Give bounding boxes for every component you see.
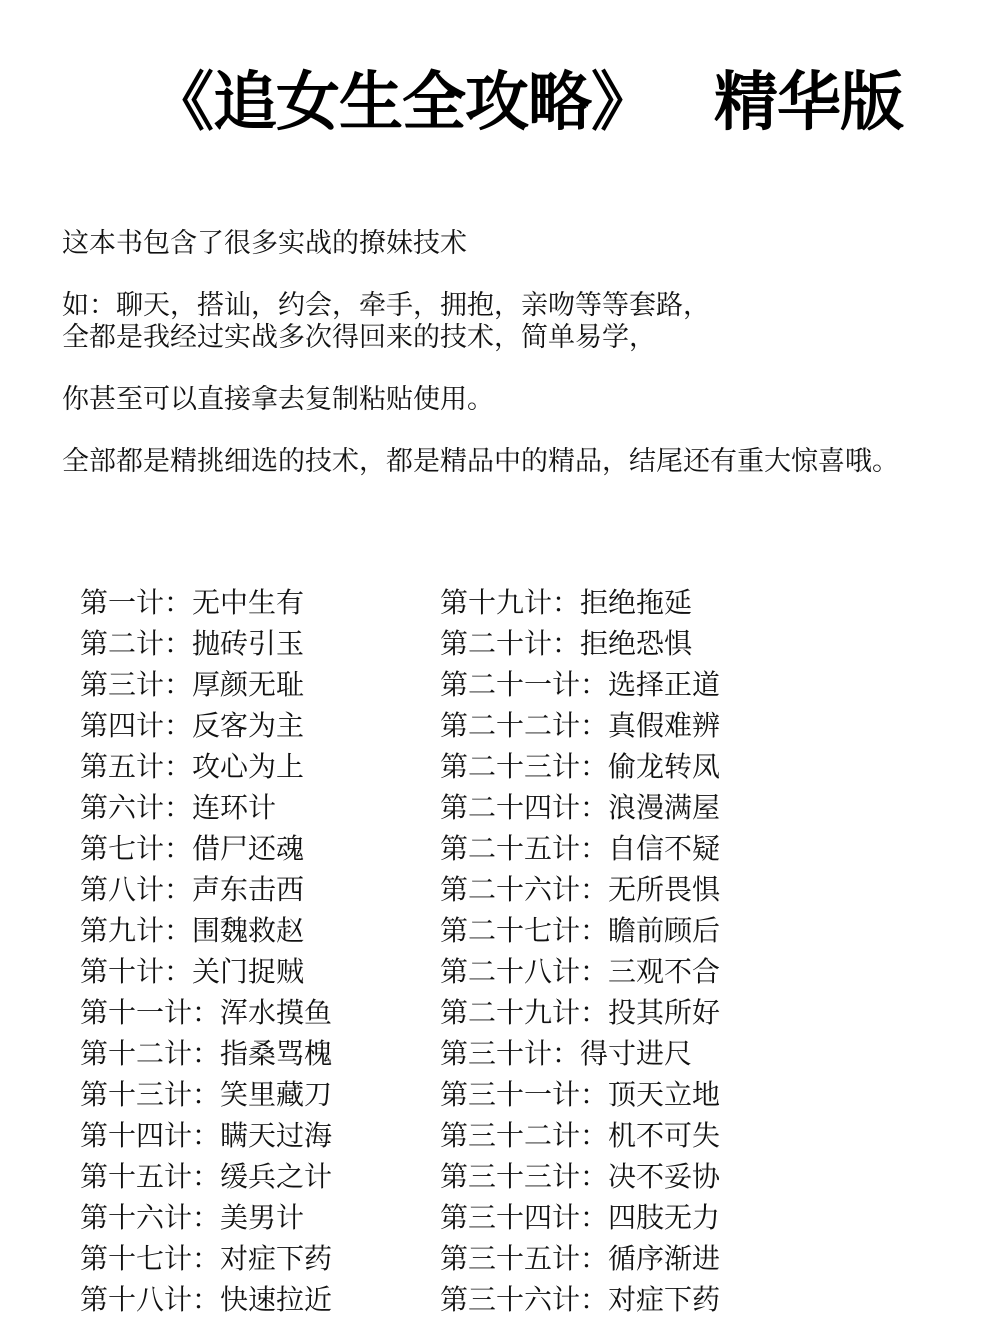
- chapter-list-left: [80, 582, 332, 1320]
- chapter-item: 第三计：厚颜无耻: [80, 668, 305, 701]
- chapter-item: 第二十一计：选择正道: [440, 668, 721, 701]
- chapter-item: 第十七计：对症下药: [80, 1242, 333, 1275]
- chapter-item: 第三十计：得寸进尺: [440, 1037, 693, 1070]
- chapter-item: 第二十九计：投其所好: [440, 996, 721, 1029]
- chapter-item: 第十三计：笑里藏刀: [80, 1078, 333, 1111]
- chapter-item: 第二十四计：浪漫满屋: [440, 791, 721, 824]
- intro-section: [62, 228, 1002, 478]
- intro-line: 全部都是精挑细选的技术，都是精品中的精品，结尾还有重大惊喜哦。: [62, 446, 899, 477]
- chapter-item: 第三十四计：四肢无力: [440, 1201, 721, 1234]
- chapter-item: 第十六计：美男计: [80, 1201, 305, 1234]
- chapter-item: 第三十六计：对症下药: [440, 1283, 721, 1316]
- intro-line: 你甚至可以直接拿去复制粘贴使用。: [62, 384, 494, 415]
- chapter-item: 第九计：围魏救赵: [80, 914, 305, 947]
- chapter-item: 第十九计：拒绝拖延: [440, 586, 693, 619]
- chapter-item: 第二十六计：无所畏惧: [440, 873, 721, 906]
- chapter-item: 第十二计：指桑骂槐: [80, 1037, 333, 1070]
- chapter-item: 第三十一计：顶天立地: [440, 1078, 721, 1111]
- chapter-item: 第一计：无中生有: [80, 586, 305, 619]
- chapter-item: 第八计：声东击西: [80, 873, 305, 906]
- chapter-item: 第二计：抛砖引玉: [80, 627, 305, 660]
- intro-line: 这本书包含了很多实战的撩妹技术: [62, 228, 467, 259]
- chapter-item: 第二十八计：三观不合: [440, 955, 721, 988]
- book-title: 《追女生全攻略》: [150, 66, 654, 140]
- chapter-item: 第十四计：瞒天过海: [80, 1119, 333, 1152]
- chapter-item: 第七计：借尸还魂: [80, 832, 305, 865]
- chapter-list-right: [440, 582, 720, 1320]
- chapter-item: 第三十三计：决不妥协: [440, 1160, 721, 1193]
- chapter-item: 第十八计：快速拉近: [80, 1283, 333, 1316]
- chapter-item: 第十五计：缓兵之计: [80, 1160, 333, 1193]
- intro-line: 全都是我经过实战多次得回来的技术，简单易学，: [62, 322, 656, 353]
- chapter-item: 第二十计：拒绝恐惧: [440, 627, 693, 660]
- intro-line: 如：聊天，搭讪，约会，牵手，拥抱，亲吻等等套路，: [62, 290, 710, 321]
- chapter-item: 第四计：反客为主: [80, 709, 305, 742]
- page-title: [150, 62, 903, 144]
- chapter-item: 第六计：连环计: [80, 791, 277, 824]
- chapter-item: 第二十七计：瞻前顾后: [440, 914, 721, 947]
- chapter-item: 第二十三计：偷龙转凤: [440, 750, 721, 783]
- chapter-item: 第三十五计：循序渐进: [440, 1242, 721, 1275]
- chapter-item: 第二十二计：真假难辨: [440, 709, 721, 742]
- chapter-item: 第十计：关门捉贼: [80, 955, 305, 988]
- edition-label: 精华版: [714, 66, 903, 140]
- chapter-item: 第三十二计：机不可失: [440, 1119, 721, 1152]
- chapter-item: 第十一计：浑水摸鱼: [80, 996, 333, 1029]
- chapter-item: 第五计：攻心为上: [80, 750, 305, 783]
- chapter-item: 第二十五计：自信不疑: [440, 832, 721, 865]
